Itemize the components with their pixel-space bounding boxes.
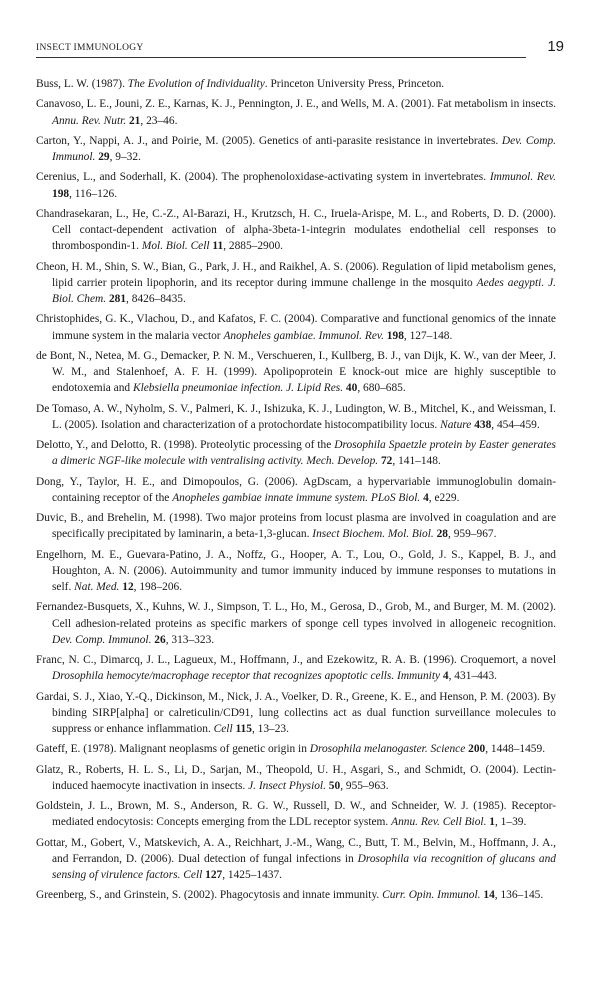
- reference-authors: De Tomaso, A. W., Nyholm, S. V., Palmeri, K. J., Ishizuka, K. J., Ludington, W. B., Mitchel, K., and Weissman, I. L. (2005). Isolation and characterization of a protochordate histocompatibility locus.: [36, 402, 556, 431]
- reference-authors: Canavoso, L. E., Jouni, Z. E., Karnas, K. J., Pennington, J. E., and Wells, M. A. (2001). Fat metabolism in insects.: [36, 98, 556, 111]
- reference-volume: 14: [480, 889, 495, 902]
- reference-title: Drosophila melanogaster: [309, 743, 425, 756]
- reference-volume: 40: [343, 382, 358, 395]
- reference-authors: Carton, Y., Nappi, A. J., and Poirie, M. (2005). Genetics of anti-parasite resistance in invertebrates.: [36, 134, 502, 147]
- reference-entry: [36, 798, 556, 831]
- reference-authors: Cheon, H. M., Shin, S. W., Bian, G., Park, J. H., and Raikhel, A. S. (2006). Regulation of lipid metabolism genes, lipid carrier protein lipophorin, and its receptor during immune challenge in the mosquito: [36, 260, 556, 289]
- reference-journal: Nature: [440, 418, 472, 431]
- reference-authors: de Bont, N., Netea, M. G., Demacker, P. N. M., Verschueren, I., Kullberg, B. J., van Dijk, K. W., van der Meer, J. W. M., and Stalenhoef, A. F. H. (1999). Apolipoprotein E knock-out mice are highly susceptible to endotoxemia and: [36, 349, 556, 395]
- reference-journal: . J. Biol. Chem.: [52, 276, 556, 305]
- reference-pages: , 141–148.: [392, 455, 441, 468]
- reference-volume: 21: [126, 114, 141, 127]
- reference-entry: [36, 835, 556, 884]
- reference-authors: Engelhorn, M. E., Guevara-Patino, J. A., Noffz, G., Hooper, A. T., Lou, O., Gold, J. S., Kappel, B. J., and Houghton, A. N. (2006). Autoimmunity and tumor immunity induced by immune responses to mutations in self.: [36, 548, 556, 593]
- reference-pages: , 8426–8435.: [126, 293, 186, 305]
- reference-volume: 11: [209, 240, 224, 253]
- reference-journal: Dev. Comp. Immunol.: [52, 134, 556, 163]
- reference-journal: Immunol. Rev.: [489, 171, 556, 184]
- reference-authors: Goldstein, J. L., Brown, M. S., Anderson, R. G. W., Russell, D. W., and Schneider, W. J. (1985). Receptor-mediated endocytosis: Concepts emerging from the LDL receptor system.: [36, 800, 556, 829]
- reference-entry: [36, 474, 556, 507]
- reference-pages: , 127–148.: [403, 329, 453, 342]
- reference-journal: protein by Easter generates a dimeric NGF-like molecule with ventralising activity. Mech. Develop.: [52, 439, 556, 468]
- reference-volume: 438: [471, 418, 492, 431]
- reference-volume: 28: [433, 528, 449, 541]
- reference-volume: 198: [383, 329, 404, 342]
- reference-entry: [36, 599, 556, 648]
- page-header: [36, 36, 564, 60]
- reference-entry: [36, 652, 556, 685]
- reference-authors: Dong, Y., Taylor, H. E., and Dimopoulos, G. (2006). AgDscam, a hypervariable immunoglobulin domain-containing receptor of the: [36, 475, 556, 504]
- reference-entry: [36, 348, 556, 397]
- reference-entry: [36, 437, 556, 470]
- reference-title: Klebsiella pneumoniae: [132, 382, 238, 395]
- reference-pages: , 136–145.: [494, 889, 544, 902]
- reference-journal: via recognition of glucans and sensing of virulence factors. Cell: [52, 852, 556, 881]
- reference-volume: 4: [440, 670, 449, 683]
- reference-volume: 200: [465, 743, 486, 756]
- reference-volume: 29: [95, 151, 110, 163]
- reference-journal: Cell: [213, 723, 233, 735]
- reference-pages: , 2885–2900.: [223, 240, 283, 253]
- reference-pages: , 959–967.: [448, 528, 497, 541]
- reference-authors: Gardai, S. J., Xiao, Y.-Q., Dickinson, M., Nick, J. A., Voelker, D. R., Greene, K. E., and Henson, P. M. (2003). By binding SIRP[alpha] or calreticulin/CD91, lung collectins act as dual function surveillance molecules to suppress or enhance inflammation.: [36, 690, 556, 735]
- reference-pages: , 1448–1459.: [485, 743, 546, 756]
- reference-pages: , 9–32.: [109, 151, 141, 163]
- reference-authors: Christophides, G. K., Vlachou, D., and Kafatos, F. C. (2004). Comparative and functional genomics of the innate immune system in the malaria vector: [36, 313, 556, 342]
- reference-pages: , 454–459.: [491, 418, 540, 431]
- reference-journal: Curr. Opin. Immunol.: [382, 889, 481, 902]
- reference-entry: [36, 401, 556, 434]
- reference-journal: J. Insect Physiol.: [248, 779, 326, 792]
- reference-title: Drosophila: [357, 852, 410, 865]
- reference-authors: Buss, L. W. (1987).: [36, 78, 128, 90]
- reference-authors: Fernandez-Busquets, X., Kuhns, W. J., Simpson, T. L., Ho, M., Gerosa, D., Grob, M., and Burger, M. M. (2002). Cell adhesion-related proteins as specific markers of sponge cell types involved in allogeneic recognition.: [36, 601, 556, 630]
- reference-entry: [36, 133, 556, 166]
- header-rule: [36, 57, 526, 58]
- reference-authors: Gottar, M., Gobert, V., Matskevich, A. A., Reichhart, J.-M., Wang, C., Butt, T. M., Belvin, M., Hoffmann, J. A., and Ferrandon, D. (2006). Dual detection of fungal infections in: [36, 836, 556, 865]
- reference-journal: Nat. Med.: [74, 581, 120, 593]
- reference-entry: [36, 259, 556, 308]
- reference-authors: Greenberg, S., and Grinstein, S. (2002). Phagocytosis and innate immunity.: [36, 889, 383, 902]
- reference-pages: , 1425–1437.: [222, 869, 283, 881]
- reference-authors: Gateff, E. (1978). Malignant neoplasms of genetic origin in: [36, 743, 310, 756]
- reference-entry: [36, 76, 556, 92]
- reference-title: Anopheles gambiae: [223, 329, 313, 342]
- reference-journal: innate immune system. PLoS Biol.: [261, 491, 421, 504]
- reference-volume: 12: [119, 581, 134, 593]
- running-head: INSECT IMMUNOLOGY: [36, 43, 144, 53]
- reference-pages: , 955–963.: [340, 779, 389, 792]
- reference-authors: Franc, N. C., Dimarcq, J. L., Lagueux, M., Hoffmann, J., and Ezekowitz, R. A. B. (1996). Croquemort, a novel: [36, 654, 556, 666]
- reference-journal: Dev. Comp. Immunol.: [52, 633, 152, 646]
- reference-entry: [36, 887, 556, 903]
- reference-pages: , 313–323.: [165, 633, 215, 646]
- reference-volume: 4: [420, 491, 429, 504]
- reference-entry: [36, 96, 556, 129]
- reference-pages: . Princeton University Press, Princeton.: [264, 78, 445, 90]
- reference-pages: , 13–23.: [251, 723, 289, 735]
- reference-pages: , 198–206.: [133, 581, 183, 593]
- reference-pages: , 116–126.: [69, 187, 118, 200]
- reference-title: Aedes aegypti: [476, 276, 542, 289]
- reference-entry: [36, 311, 556, 344]
- reference-entry: [36, 741, 556, 757]
- reference-entry: [36, 762, 556, 795]
- reference-volume: 281: [106, 293, 127, 305]
- reference-volume: 115: [232, 723, 252, 735]
- reference-journal: Insect Biochem. Mol. Biol.: [312, 528, 434, 541]
- reference-journal: . Immunol. Rev.: [312, 329, 384, 342]
- reference-journal: The Evolution of Individuality: [127, 78, 265, 90]
- reference-volume: 1: [486, 816, 495, 829]
- reference-pages: , 23–46.: [140, 114, 178, 127]
- reference-title: Drosophila: [52, 670, 104, 683]
- reference-journal: Annu. Rev. Cell Biol.: [391, 816, 487, 829]
- reference-entry: [36, 206, 556, 255]
- reference-list: [36, 76, 556, 908]
- reference-pages: , 680–685.: [357, 382, 406, 395]
- reference-authors: Glatz, R., Roberts, H. L. S., Li, D., Sarjan, M., Theopold, U. H., Asgari, S., and Schmidt, O. (2004). Lectin-induced haemocyte inactivation in insects.: [36, 763, 556, 792]
- reference-journal: Annu. Rev. Nutr.: [52, 114, 127, 127]
- reference-journal: Mol. Biol. Cell: [141, 240, 210, 253]
- reference-entry: [36, 169, 556, 202]
- reference-authors: Duvic, B., and Brehelin, M. (1998). Two major proteins from locust plasma are involved in coagulation and are specifically precipitated by laminarin, a beta-1,3-glucan.: [36, 512, 556, 541]
- reference-journal: infection. J. Lipid Res.: [237, 382, 344, 395]
- reference-entry: [36, 689, 556, 738]
- reference-pages: , e229.: [428, 491, 460, 504]
- reference-entry: [36, 547, 556, 596]
- reference-volume: 198: [52, 187, 70, 200]
- reference-title: Anopheles gambiae: [172, 491, 262, 504]
- page-number: 19: [547, 38, 564, 55]
- reference-entry: [36, 510, 556, 543]
- reference-volume: 127: [202, 869, 223, 881]
- reference-volume: 50: [325, 779, 341, 792]
- reference-volume: 26: [151, 633, 166, 646]
- reference-authors: Delotto, Y., and Delotto, R. (1998). Proteolytic processing of the: [36, 439, 335, 451]
- reference-authors: Chandrasekaran, L., He, C.-Z., Al-Barazi, H., Krutzsch, H. C., Iruela-Arispe, M. L., and Roberts, D. D. (2000). Cell contact-dependent activation of alpha-3beta-1-integrin modulates endothelial cell responses to thrombospondin-1.: [36, 207, 556, 253]
- reference-pages: , 431–443.: [448, 670, 498, 683]
- reference-journal: hemocyte/macrophage receptor that recognizes apoptotic cells. Immunity: [103, 670, 441, 683]
- reference-pages: , 1–39.: [494, 816, 527, 829]
- reference-title: Drosophila Spaetzle: [334, 439, 427, 451]
- reference-journal: . Science: [424, 743, 466, 756]
- reference-volume: 72: [378, 455, 393, 468]
- reference-authors: Cerenius, L., and Soderhall, K. (2004). The prophenoloxidase-activating system in invertebrates.: [36, 171, 490, 184]
